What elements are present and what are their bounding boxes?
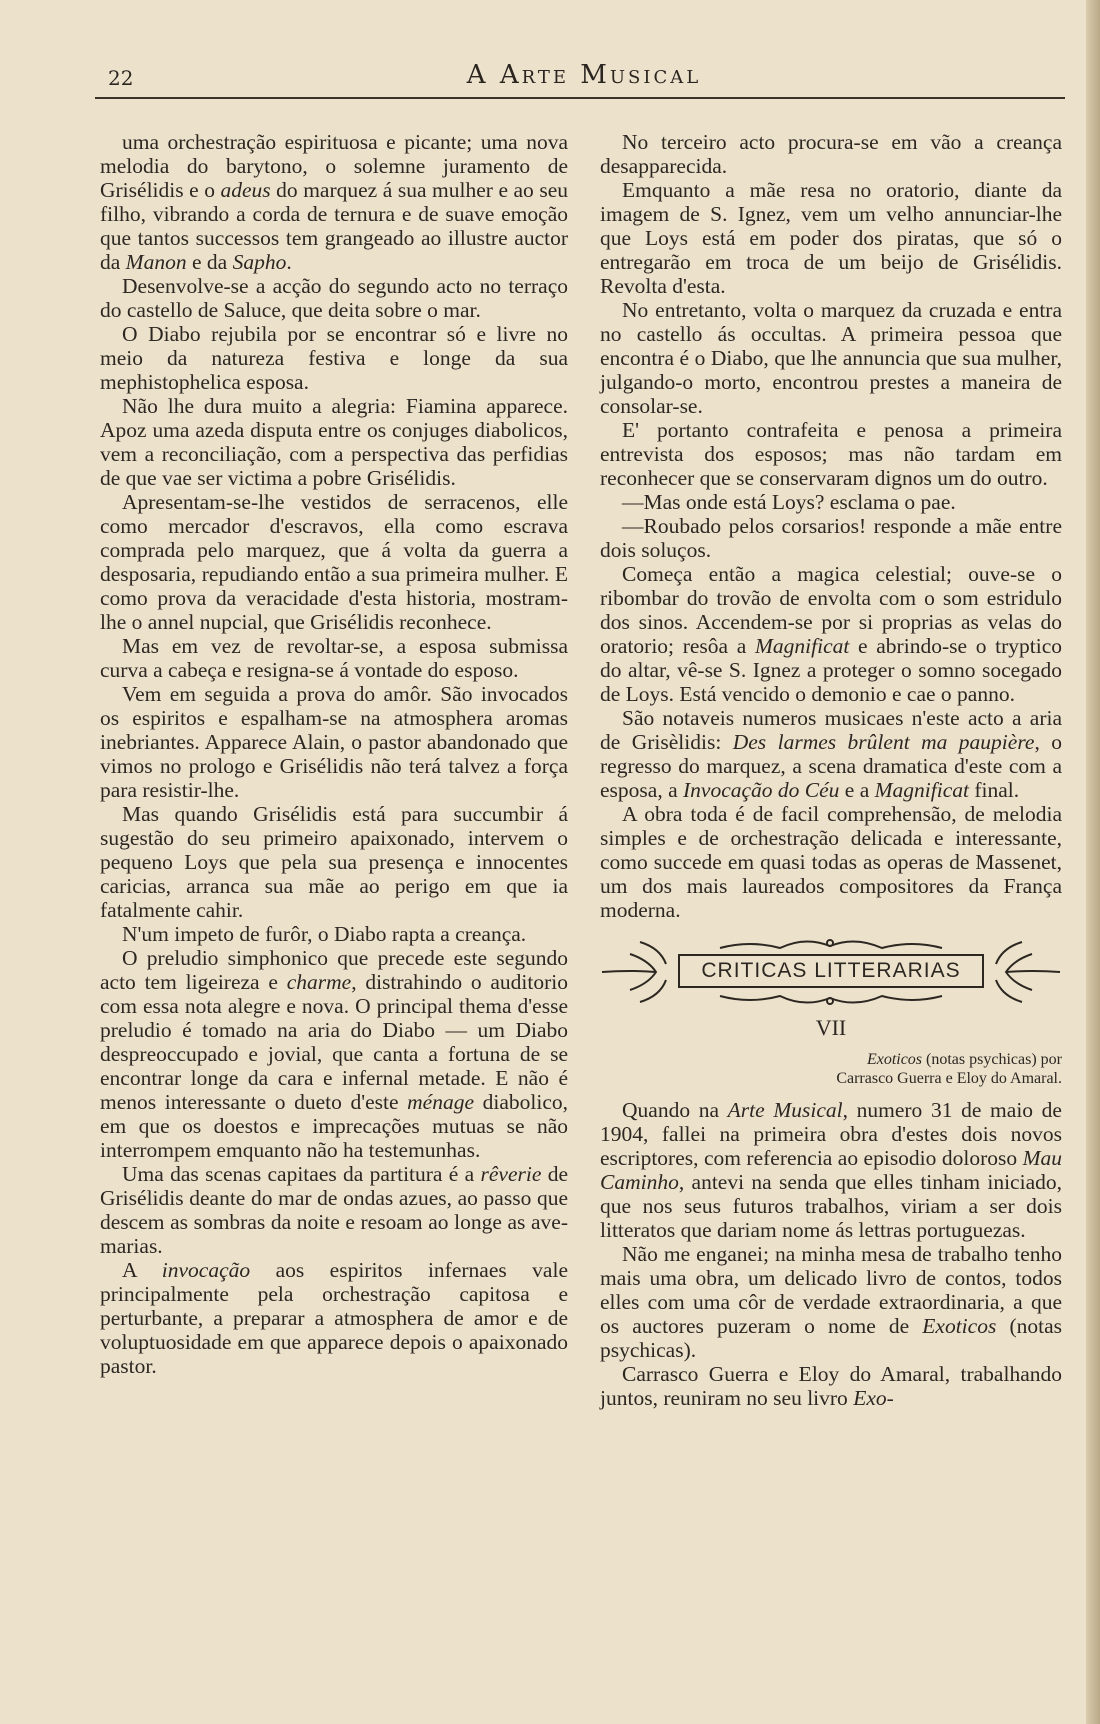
paragraph: Desenvolve-se a acção do segundo acto no terraço do castello de Saluce, que deita sobre o mar. — [100, 274, 568, 322]
italic-term: Exo- — [853, 1386, 894, 1410]
review-book-title: Exoticos — [866, 1051, 923, 1068]
italic-term: Sapho — [232, 250, 287, 274]
right-column — [600, 130, 1062, 1410]
italic-term: ménage — [407, 1090, 475, 1114]
paragraph: Começa então a magica celestial; ouve-se o ribombar do trovão de envolta com o som estridulo dos sinos. Accendem-se por si proprias as velas do oratorio; resôa a Magnificat e abrindo-se o tryptico do altar, vê-se S. Ignez a proteger o somno socegado de Loys. Está vencido o demonio e cae o panno. — [600, 562, 1063, 706]
paragraph: Emquanto a mãe resa no oratorio, diante da imagem de S. Ignez, vem um velho annunciar-lhe que Loys está em poder dos piratas, que só o entregarão em troca de um beijo de Grisélidis. Revolta d'esta. — [600, 178, 1062, 298]
paragraph: N'um impeto de furôr, o Diabo rapta a creança. — [122, 922, 527, 946]
review-book-subtitle: (notas psychicas) por — [922, 1051, 1062, 1068]
review-authors: Carrasco Guerra e Eloy do Amaral. — [836, 1070, 1062, 1087]
paragraph: Não lhe dura muito a alegria: Fiamina apparece. Apoz uma azeda disputa entre os conjuges diabolicos, vem a reconciliação, com a perspectiva das perfidias de que vae ser victima a pobre Grisélidis. — [100, 394, 568, 490]
italic-term: Des larmes brûlent ma paupière — [732, 730, 1035, 754]
left-column — [100, 130, 568, 1378]
italic-term: Mau Caminho — [600, 1146, 1062, 1194]
review-text — [600, 1098, 1062, 1410]
paragraph: —Mas onde está Loys? esclama o pae. — [622, 490, 956, 514]
italic-term: Invocação do Céu — [683, 778, 840, 802]
page-number: 22 — [108, 66, 134, 90]
paragraph: O preludio simphonico que precede este segundo acto tem ligeireza e charme, distrahindo o auditorio com essa nota alegre e nova. O principal thema d'esse preludio é tomado na aria do Diabo — um Diabo despreoccupado e jovial, que canta a fortuna de se encontrar longe da cara e infernal metade. E não é menos interessante o dueto d'este ménage diabolico, em que os doestos e imprecações mutuas se não interrompem emquanto não ha testemunhas. — [100, 946, 568, 1162]
section-banner — [600, 934, 1062, 1010]
italic-term: adeus — [220, 178, 271, 202]
section-number: VII — [815, 1015, 847, 1040]
right-column-text — [600, 130, 1062, 922]
left-column-text — [100, 130, 568, 1378]
paragraph: Mas em vez de revoltar-se, a esposa submissa curva a cabeça e resigna-se á vontade do esposo. — [100, 634, 568, 682]
journal-title: A Arte Musical — [466, 60, 702, 90]
paragraph: No entretanto, volta o marquez da cruzada e entra no castello ás occultas. A primeira pessoa que encontra é o Diabo, que lhe annuncia que sua mulher, julgando-o morto, encontrou prestes a maneira de consolar-se. — [600, 298, 1062, 418]
paragraph: Quando na Arte Musical, numero 31 de maio de 1904, fallei na primeira obra d'estes dois novos escriptores, com referencia ao episodio doloroso Mau Caminho, antevi na senda que elles tinham iniciado, que nos seus futuros trabalhos, viriam a ser dois litteratos que dariam nome ás lettras portuguezas. — [600, 1098, 1062, 1242]
paragraph: Uma das scenas capitaes da partitura é a rêverie de Grisélidis deante do mar de ondas azues, ao passo que descem as sombras da noite e resoam ao longe as ave-marias. — [100, 1162, 568, 1258]
paragraph: O Diabo rejubila por se encontrar só e livre no meio da natureza festiva e longe da sua mephistophelica esposa. — [100, 322, 568, 394]
paragraph: Vem em seguida a prova do amôr. São invocados os espiritos e espalham-se na atmosphera aromas inebriantes. Apparece Alain, o pastor abandonado que vimos no prologo e Grisélidis não terá talvez a força para resistir-lhe. — [100, 682, 568, 802]
paragraph: Não me enganei; na minha mesa de trabalho tenho mais uma obra, um delicado livro de contos, todos elles com uma côr de verdade extraordinaria, a que os auctores puzeram o nome de Exoticos (notas psychicas). — [600, 1242, 1062, 1362]
italic-term: Magnificat — [874, 778, 969, 802]
paragraph: Carrasco Guerra e Eloy do Amaral, trabalhando juntos, reuniram no seu livro Exo- — [600, 1362, 1062, 1410]
page-edge — [1086, 0, 1100, 1724]
paragraph: São notaveis numeros musicaes n'este acto a aria de Grisèlidis: Des larmes brûlent ma paupière, o regresso do marquez, a scena dramatica d'este com a esposa, a Invocação do Céu e a Magnificat final. — [600, 706, 1062, 802]
review-reference — [600, 1050, 1062, 1088]
italic-term: rêverie — [480, 1162, 542, 1186]
italic-term: charme — [286, 970, 352, 994]
paragraph: Apresentam-se-lhe vestidos de serracenos, elle como mercador d'escravos, ella como escrava comprada pelo marquez, que á volta da guerra a desposaria, repudiando então a sua primeira mulher. E como prova da veracidade d'esta historia, mostram-lhe o annel nupcial, que Grisélidis reconhece. — [100, 490, 568, 634]
paragraph: A obra toda é de facil comprehensão, de melodia simples e de orchestração delicada e interessante, como succede em quasi todas as operas de Massenet, um dos mais laureados compositores da França moderna. — [600, 802, 1062, 922]
italic-term: Exoticos — [922, 1314, 997, 1338]
italic-term: Magnificat — [755, 634, 850, 658]
italic-term: Arte Musical — [727, 1098, 843, 1122]
paragraph: Mas quando Grisélidis está para succumbir á sugestão do seu primeiro apaixonado, intervem o pequeno Loys que pela sua presença e innocentes caricias, arranca sua mãe ao perigo em que ia fatalmente cahir. — [100, 802, 568, 922]
paragraph: E' portanto contrafeita e penosa a primeira entrevista dos esposos; mas não tardam em reconhecer que se conservaram dignos um do outro. — [600, 418, 1062, 490]
section-title: CRITICAS LITTERARIAS — [678, 954, 984, 988]
paragraph: No terceiro acto procura-se em vão a creança desapparecida. — [600, 130, 1062, 178]
paragraph: —Roubado pelos corsarios! responde a mãe entre dois soluços. — [600, 514, 1062, 562]
header-rule — [95, 97, 1065, 99]
italic-term: invocação — [161, 1258, 251, 1282]
paragraph: A invocação aos espiritos infernaes vale principalmente pela orchestração capitosa e perturbante, a preparar a atmosphera de amor e de voluptuosidade em que apparece depois o apaixonado pastor. — [100, 1258, 568, 1378]
page-header — [108, 60, 1060, 94]
paragraph: uma orchestração espirituosa e picante; uma nova melodia do barytono, o solemne juramento de Grisélidis e o adeus do marquez á sua mulher e ao seu filho, vibrando a corda de ternura e de suave emoção que tantos successos tem grangeado ao illustre auctor da Manon e da Sapho. — [100, 130, 568, 274]
italic-term: Manon — [125, 250, 187, 274]
